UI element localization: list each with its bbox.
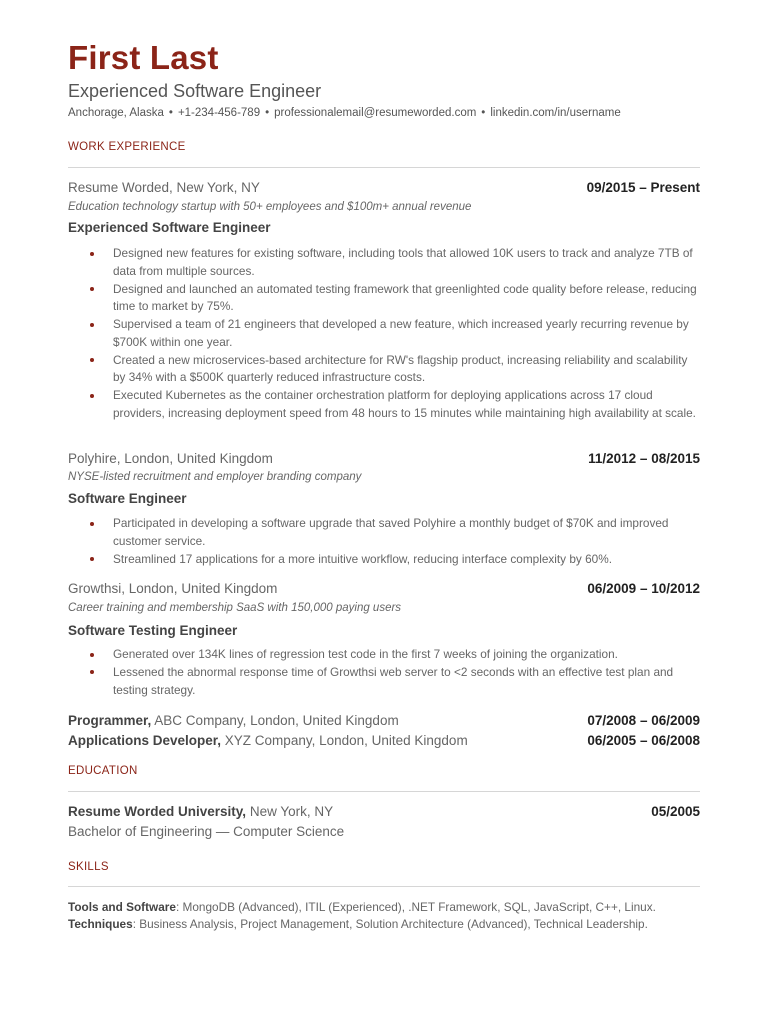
job-header [68, 580, 700, 598]
skill-line [68, 916, 648, 933]
contact-phone: +1-234-456-789 [177, 107, 261, 119]
job-dates: 06/2005 – 06/2008 [587, 733, 700, 748]
job-company: Resume Worded, New York, NY [68, 180, 260, 195]
job-company: Growthsi, London, United Kingdom [68, 581, 278, 596]
section-divider [68, 167, 700, 168]
bullet-item: Streamlined 17 applications for a more intuitive workflow, reducing interface complexity by 60%. [90, 551, 700, 569]
job-title: Software Testing Engineer [68, 623, 238, 638]
job-title-company [68, 732, 468, 750]
bullet-item: Designed and launched an automated testing framework that greenlighted code quality before release, reducing time to market by 75%. [90, 281, 700, 316]
skill-label: Techniques [68, 917, 133, 931]
education-school: Resume Worded University, [68, 804, 247, 819]
education-degree: Bachelor of Engineering — Computer Science [68, 824, 345, 839]
separator-dot: • [481, 107, 486, 119]
job-company: Polyhire, London, United Kingdom [68, 451, 273, 466]
job-description: NYSE-listed recruitment and employer branding company [68, 471, 362, 483]
skill-line [68, 899, 656, 916]
job-header [68, 712, 700, 730]
skill-value: : MongoDB (Advanced), ITIL (Experienced), .NET Framework, SQL, JavaScript, C++, Linux. [175, 900, 656, 914]
separator-dot: • [265, 107, 270, 119]
section-title-work: WORK EXPERIENCE [68, 141, 186, 153]
section-title-education: EDUCATION [68, 765, 138, 777]
candidate-name: First Last [68, 39, 219, 76]
bullet-item: Lessened the abnormal response time of Growthsi web server to <2 seconds with an effective test plan and testing strategy. [90, 664, 700, 699]
bullet-item: Created a new microservices-based architecture for RW's flagship product, increasing reliability and scalability by 34% with a $500K quarterly reduced infrastructure costs. [90, 352, 700, 387]
section-title-skills: SKILLS [68, 861, 109, 873]
bullet-item: Executed Kubernetes as the container orchestration platform for deploying applications across 17 cloud providers, increasing deployment speed from 48 hours to 15 minutes while maintaining high availability at scale. [90, 387, 700, 422]
job-header [68, 732, 700, 750]
education-location: New York, NY [246, 804, 334, 819]
job-title: Programmer, [68, 713, 152, 728]
education-school-line [68, 803, 333, 821]
section-divider [68, 791, 700, 792]
candidate-headline: Experienced Software Engineer [68, 81, 322, 101]
job-company: ABC Company, London, United Kingdom [151, 713, 399, 728]
job-title-company [68, 712, 399, 730]
bullet-item: Designed new features for existing software, including tools that allowed 10K users to track and analyze 7TB of data from multiple sources. [90, 245, 700, 280]
job-description: Education technology startup with 50+ employees and $100m+ annual revenue [68, 201, 472, 213]
skill-value: : Business Analysis, Project Management, Solution Architecture (Advanced), Technical Leadership. [132, 917, 648, 931]
job-bullets [90, 245, 700, 423]
job-description: Career training and membership SaaS with 150,000 paying users [68, 602, 402, 614]
job-dates: 07/2008 – 06/2009 [587, 713, 700, 728]
job-dates: 09/2015 – Present [586, 180, 700, 195]
job-title: Applications Developer, [68, 733, 222, 748]
job-dates: 11/2012 – 08/2015 [588, 451, 700, 466]
skill-label: Tools and Software [68, 900, 176, 914]
bullet-item: Generated over 134K lines of regression test code in the first 7 weeks of joining the organization. [90, 646, 700, 664]
contact-line [68, 106, 621, 120]
job-dates: 06/2009 – 10/2012 [587, 581, 700, 596]
job-title: Software Engineer [68, 491, 187, 506]
job-header [68, 450, 700, 468]
job-title: Experienced Software Engineer [68, 220, 271, 235]
separator-dot: • [168, 107, 173, 119]
contact-linkedin[interactable]: linkedin.com/in/username [490, 107, 621, 119]
bullet-item: Participated in developing a software upgrade that saved Polyhire a monthly budget of $70K and improved customer service. [90, 515, 700, 550]
education-header [68, 803, 700, 821]
bullet-item: Supervised a team of 21 engineers that developed a new feature, which increased yearly recurring revenue by $700K within one year. [90, 316, 700, 351]
job-header [68, 179, 700, 197]
contact-location: Anchorage, Alaska [68, 107, 164, 119]
education-date: 05/2005 [651, 804, 700, 819]
job-company: XYZ Company, London, United Kingdom [221, 733, 468, 748]
job-bullets [90, 646, 700, 700]
job-bullets [90, 515, 700, 569]
contact-email[interactable]: professionalemail@resumeworded.com [274, 107, 477, 119]
section-divider [68, 886, 700, 887]
